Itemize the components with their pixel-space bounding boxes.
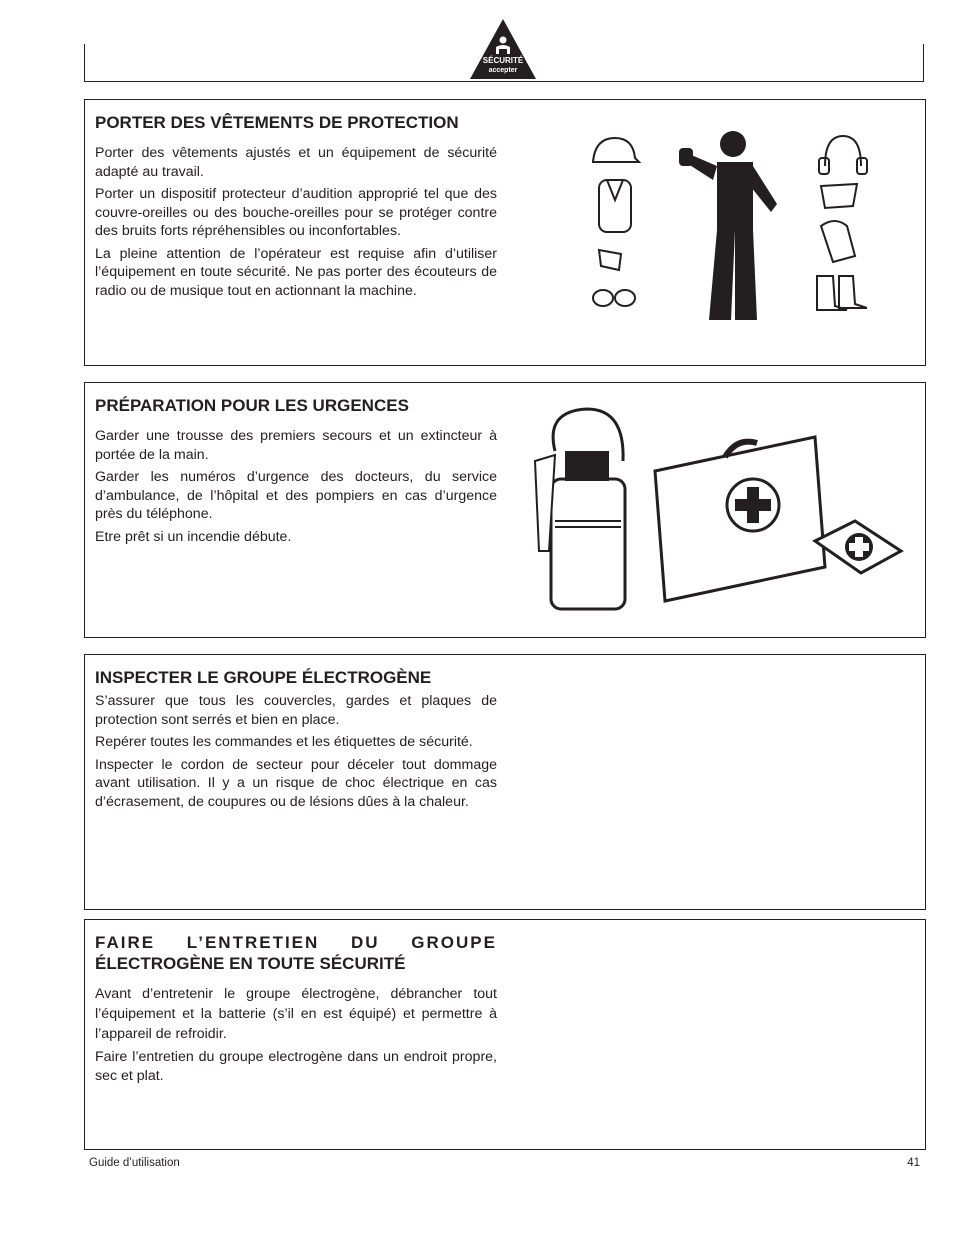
footer-guide-title: Guide d’utilisation (89, 1157, 180, 1169)
paragraph: S’assurer que tous les couvercles, gardes et plaques de protection sont serrés et bien en place. (95, 693, 497, 728)
first-aid-case-icon (655, 437, 825, 601)
section-title: INSPECTER LE GROUPE ÉLECTROGÈNE (95, 668, 432, 687)
paragraph: Repérer toutes les commandes et les étiquettes de sécurité. (95, 734, 473, 750)
section-emergency-preparation (84, 382, 926, 638)
section-protective-clothing (84, 99, 926, 366)
badge-label-accepter: accepter (488, 67, 518, 74)
section-body (95, 144, 497, 304)
hard-hat-icon (593, 138, 639, 162)
worker-figure-icon (679, 131, 777, 320)
section-title (95, 932, 497, 974)
face-shield-icon (821, 184, 857, 208)
section-title: PRÉPARATION POUR LES URGENCES (95, 396, 409, 415)
page-number: 41 (907, 1157, 920, 1169)
gloves-icon (821, 221, 855, 262)
paragraph: Avant d’entretenir le groupe électrogène, débrancher tout l’équipement et la batterie (s’il en est équipé) et permettre à l’appareil de refroidir. (95, 986, 497, 1042)
fire-extinguisher-icon (535, 409, 625, 609)
paragraph: Porter un dispositif protecteur d’audition approprié tel que des couvre-oreilles ou des bouche-oreilles pour se protéger contre des bruits forts répréhensibles ou inconfortables. (95, 186, 497, 239)
ear-muffs-icon (825, 136, 861, 166)
safety-boots-icon (817, 276, 847, 310)
section-title-line: FAIRE L’ENTRETIEN DU GROUPE (95, 933, 497, 952)
first-aid-illustration (525, 401, 905, 613)
safety-alert-badge (469, 18, 537, 80)
section-title-line: ÉLECTROGÈNE EN TOUTE SÉCURITÉ (95, 954, 406, 973)
paragraph: Etre prêt si un incendie débute. (95, 528, 292, 545)
protective-equipment-illustration (585, 126, 875, 324)
badge-label-securite: SÉCURITÉ (482, 56, 524, 65)
section-body (95, 692, 497, 815)
section-safe-maintenance (84, 919, 926, 1150)
paragraph: La pleine attention de l’opérateur est requise afin d’utiliser l’équipement en toute sécurité. Ne pas porter des écouteurs de radio ou de musique tout en actionnant la machine. (95, 245, 497, 299)
first-aid-kit-box-icon (815, 521, 901, 573)
paragraph: Garder les numéros d’urgence des docteurs, du service d’ambulance, de l’hôpital et des pompiers en cas d’urgence près du téléphone. (95, 469, 497, 522)
safety-goggles-icon (593, 290, 613, 306)
safety-vest-icon (599, 180, 631, 232)
paragraph: Faire l’entretien du groupe electrogène dans un endroit propre, sec et plat. (95, 1049, 497, 1084)
paragraph: Inspecter le cordon de secteur pour déceler tout dommage avant utilisation. Il y a un risque de choc électrique en cas d’écrasement, de coupures ou de lésions dûes à la chaleur. (95, 756, 497, 810)
paragraph: Porter des vêtements ajustés et un équipement de sécurité adapté au travail. (95, 145, 497, 180)
paragraph: Garder une trousse des premiers secours et un extincteur à portée de la main. (95, 428, 497, 463)
section-body (95, 427, 497, 550)
ear-plugs-icon (599, 250, 621, 270)
section-inspect-generator (84, 654, 926, 910)
section-title: PORTER DES VÊTEMENTS DE PROTECTION (95, 113, 459, 132)
section-body (95, 984, 497, 1089)
